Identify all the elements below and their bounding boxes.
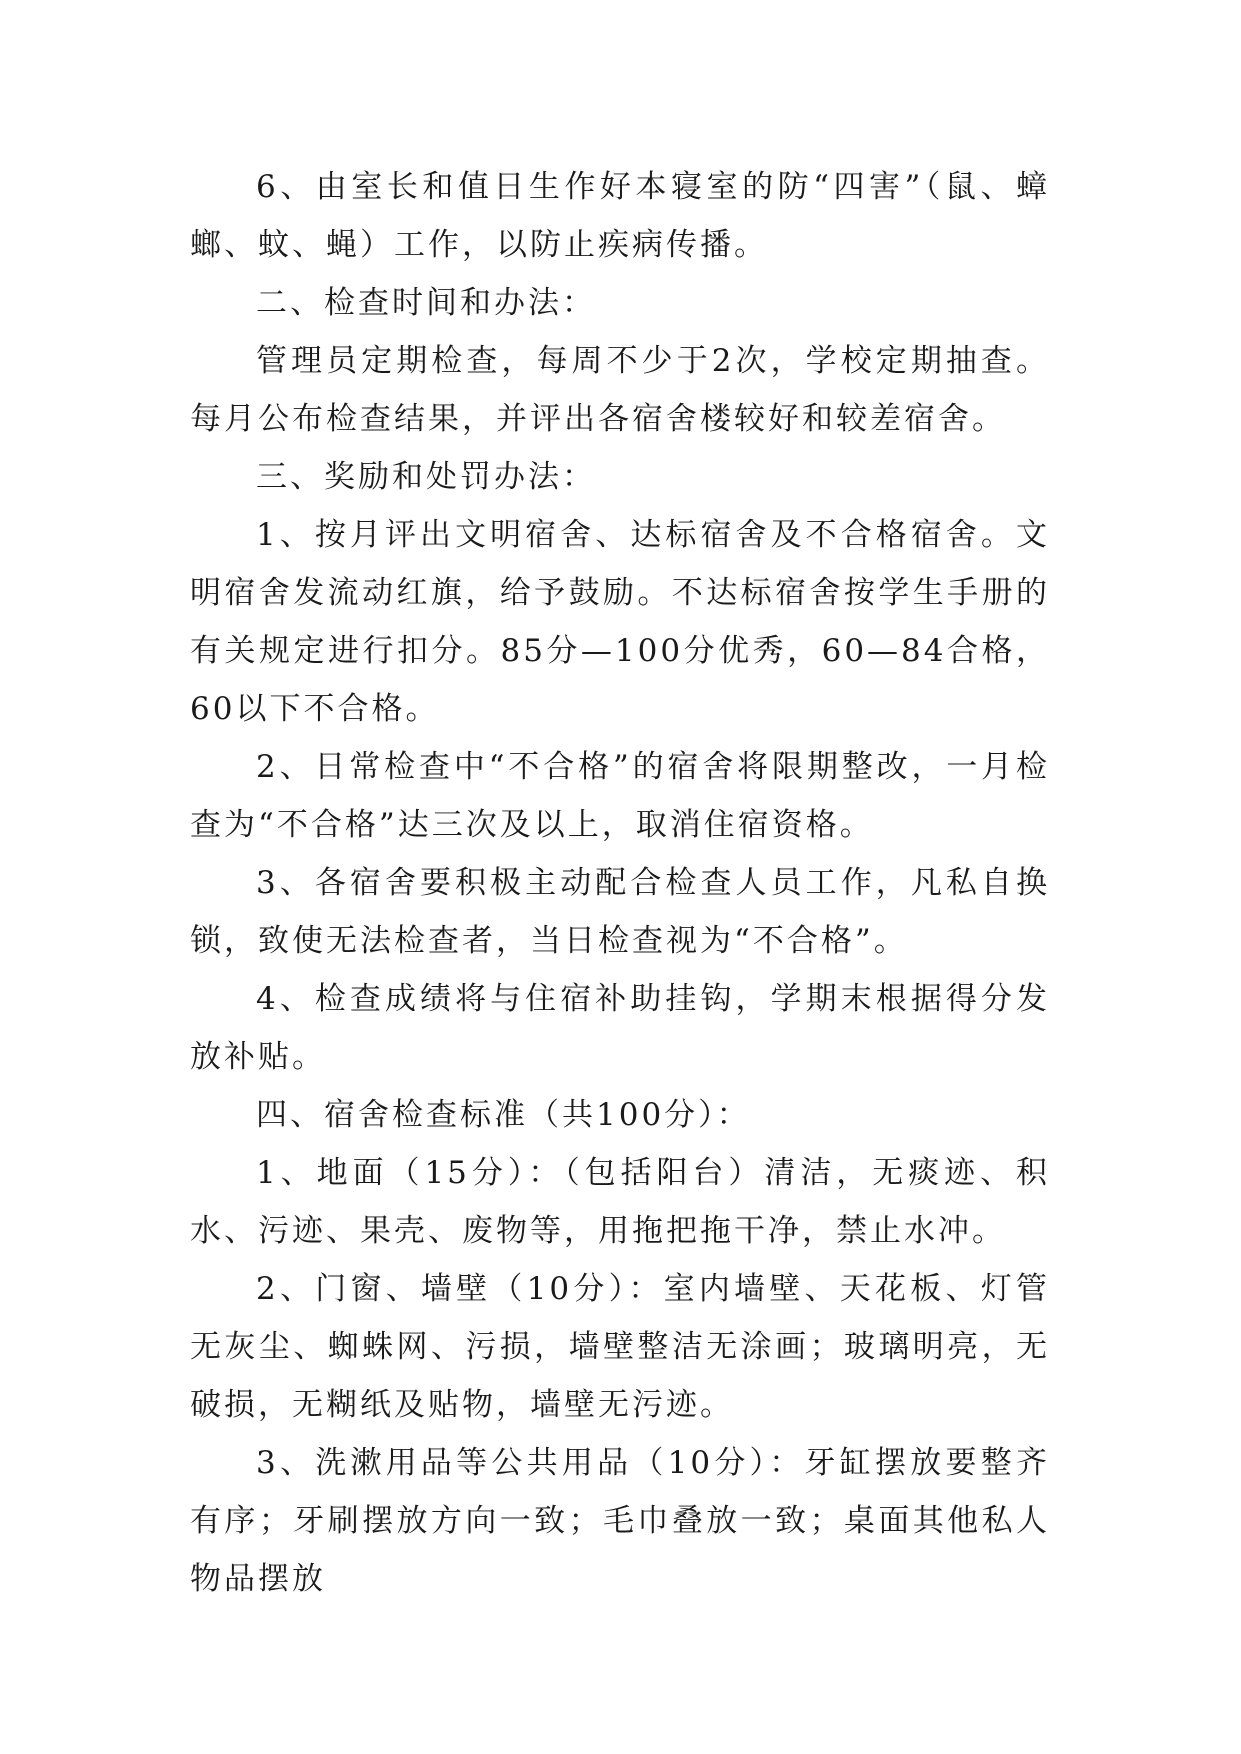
paragraph-doors-walls-standard: 2、门窗、墙壁（10分）：室内墙壁、天花板、灯管无灰尘、蜘蛛网、污损，墙壁整洁无涂画；玻璃明亮，无破损，无糊纸及贴物，墙壁无污迹。: [190, 1271, 1050, 1423]
heading-inspection-standards: 四、宿舍检查标准（共100分）：: [256, 1097, 751, 1133]
paragraph-rectification: 2、日常检查中“不合格”的宿舍将限期整改，一月检查为“不合格”达三次及以上，取消住宿资格。: [190, 749, 1050, 843]
heading-rewards-penalties: 三、奖励和处罚办法：: [256, 459, 596, 495]
heading-inspection-time-method: 二、检查时间和办法：: [256, 285, 596, 321]
paragraph-inspection-schedule: 管理员定期检查，每周不少于2次，学校定期抽查。每月公布检查结果，并评出各宿舍楼较好和较差宿舍。: [190, 343, 1050, 437]
paragraph-floor-standard: 1、地面（15分）：（包括阳台）清洁，无痰迹、积水、污迹、果壳、废物等，用拖把拖干净，禁止水冲。: [190, 1155, 1050, 1249]
paragraph-monthly-rating: 1、按月评出文明宿舍、达标宿舍及不合格宿舍。文明宿舍发流动红旗，给予鼓励。不达标宿舍按学生手册的有关规定进行扣分。85分—100分优秀，60—84合格，60以下不合格。: [190, 517, 1050, 727]
paragraph-toiletries-standard: 3、洗漱用品等公共用品（10分）：牙缸摆放要整齐有序；牙刷摆放方向一致；毛巾叠放一致；桌面其他私人物品摆放: [190, 1445, 1050, 1597]
paragraph-cooperation: 3、各宿舍要积极主动配合检查人员工作，凡私自换锁，致使无法检查者，当日检查视为“不合格”。: [190, 865, 1050, 959]
paragraph-pest-control: 6、由室长和值日生作好本寝室的防“四害”（鼠、蟑螂、蚊、蝇）工作，以防止疾病传播。: [190, 169, 1050, 263]
document-body: [190, 158, 1050, 1608]
paragraph-subsidy: 4、检查成绩将与住宿补助挂钩，学期末根据得分发放补贴。: [190, 981, 1050, 1075]
